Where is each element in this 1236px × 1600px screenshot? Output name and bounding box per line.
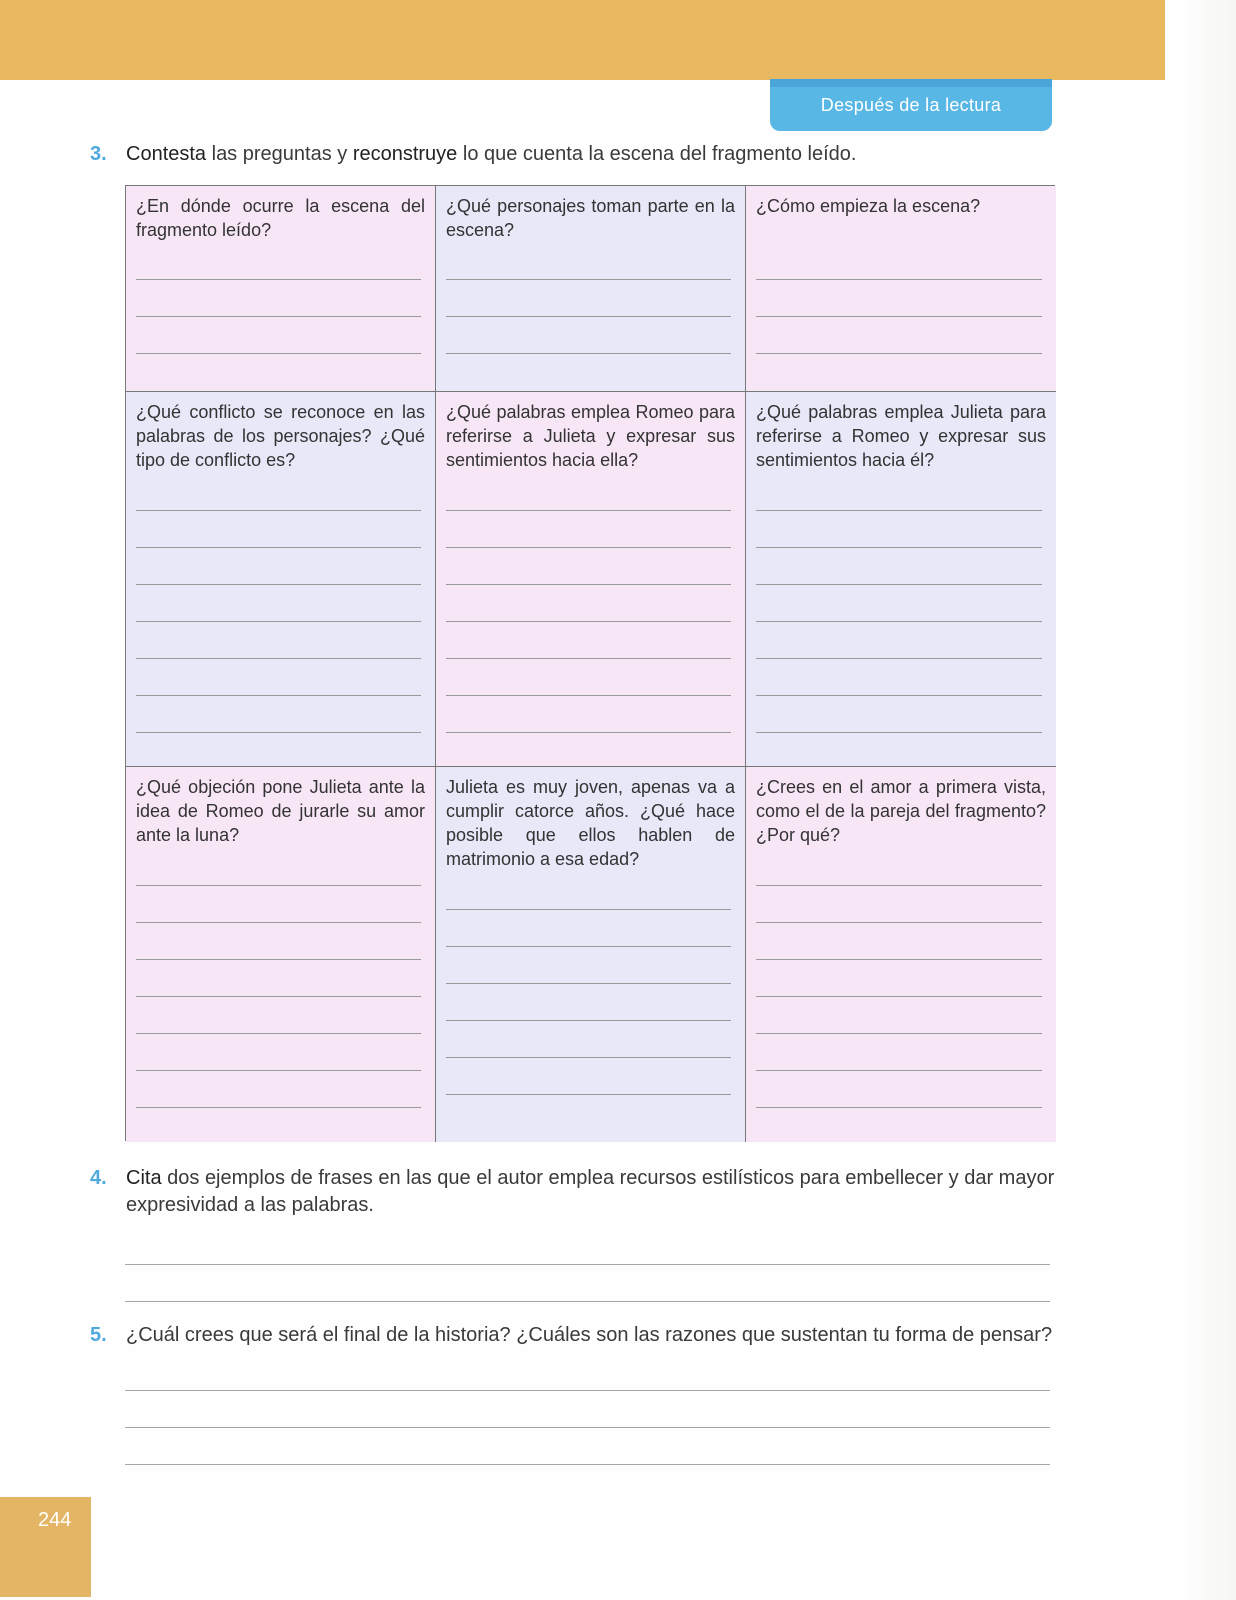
page-edge (1176, 0, 1236, 1600)
question-3-verb-contesta: Contesta (126, 143, 207, 165)
cell-9-answer-lines[interactable] (756, 849, 1042, 1108)
table-cell-9 (746, 767, 1056, 1142)
question-5-text: ¿Cuál crees que será el final de la historia? ¿Cuáles son las razones que sustentan tu forma de pensar? (126, 1324, 1053, 1346)
table-cell-7 (126, 767, 436, 1142)
question-4-text-body: dos ejemplos de frases en las que el autor emplea recursos estilísticos para embellecer y dar mayor expresividad a las palabras. (126, 1167, 1055, 1216)
cell-7-answer-lines[interactable] (136, 849, 421, 1108)
question-5-number: 5. (90, 1324, 107, 1346)
question-3-text (126, 141, 1060, 168)
question-3-text-part2: lo que cuenta la escena del fragmento leído. (457, 143, 857, 165)
question-4-verb-cita: Cita (126, 1167, 162, 1189)
cell-6-prompt: ¿Qué palabras emplea Julieta para referirse a Romeo y expresar sus sentimientos hacia él? (756, 402, 1046, 470)
cell-1-prompt: ¿En dónde ocurre la escena del fragmento leído? (136, 196, 425, 240)
table-cell-5 (436, 392, 746, 767)
cell-9-prompt: ¿Crees en el amor a primera vista, como el de la pareja del fragmento? ¿Por qué? (756, 777, 1046, 845)
cell-5-prompt: ¿Qué palabras emplea Romeo para referirse a Julieta y expresar sus sentimientos hacia ella? (446, 402, 735, 470)
cell-4-prompt: ¿Qué conflicto se reconoce en las palabras de los personajes? ¿Qué tipo de conflicto es? (136, 402, 425, 470)
question-5-answer-lines[interactable] (125, 1354, 1050, 1465)
question-4 (90, 1165, 1060, 1219)
cell-4-answer-lines[interactable] (136, 474, 421, 733)
question-4-text (126, 1165, 1060, 1219)
question-3-number: 3. (90, 143, 107, 165)
cell-3-answer-lines[interactable] (756, 243, 1042, 354)
cell-8-answer-lines[interactable] (446, 873, 731, 1095)
table-cell-6 (746, 392, 1056, 767)
question-3-text-part1: las preguntas y (206, 143, 353, 165)
cell-7-prompt: ¿Qué objeción pone Julieta ante la idea de Romeo de jurarle su amor ante la luna? (136, 777, 425, 845)
cell-2-answer-lines[interactable] (446, 243, 731, 354)
question-3-verb-reconstruye: reconstruye (352, 143, 458, 165)
page-number-block (0, 1497, 91, 1597)
section-tab-shade (770, 79, 1052, 87)
cell-3-prompt: ¿Cómo empieza la escena? (756, 196, 981, 216)
cell-1-answer-lines[interactable] (136, 243, 421, 354)
table-cell-2 (436, 186, 746, 392)
page-number: 244 (38, 1509, 72, 1531)
table-cell-4 (126, 392, 436, 767)
table-cell-1 (126, 186, 436, 392)
question-4-answer-lines[interactable] (125, 1228, 1050, 1302)
section-tab-label: Después de la lectura (820, 94, 1002, 115)
cell-2-prompt: ¿Qué personajes toman parte en la escena? (446, 196, 735, 240)
question-3 (90, 141, 1060, 168)
table-cell-3 (746, 186, 1056, 392)
cell-5-answer-lines[interactable] (446, 474, 731, 733)
top-color-band (0, 0, 1165, 80)
cell-8-prompt: Julieta es muy joven, apenas va a cumplir catorce años. ¿Qué hace posible que ellos hablen de matrimonio a esa edad? (446, 777, 735, 869)
question-5 (90, 1322, 1060, 1349)
questions-table (125, 185, 1055, 1141)
table-cell-8 (436, 767, 746, 1142)
question-4-number: 4. (90, 1167, 107, 1189)
section-tab (770, 79, 1052, 131)
cell-6-answer-lines[interactable] (756, 474, 1042, 733)
